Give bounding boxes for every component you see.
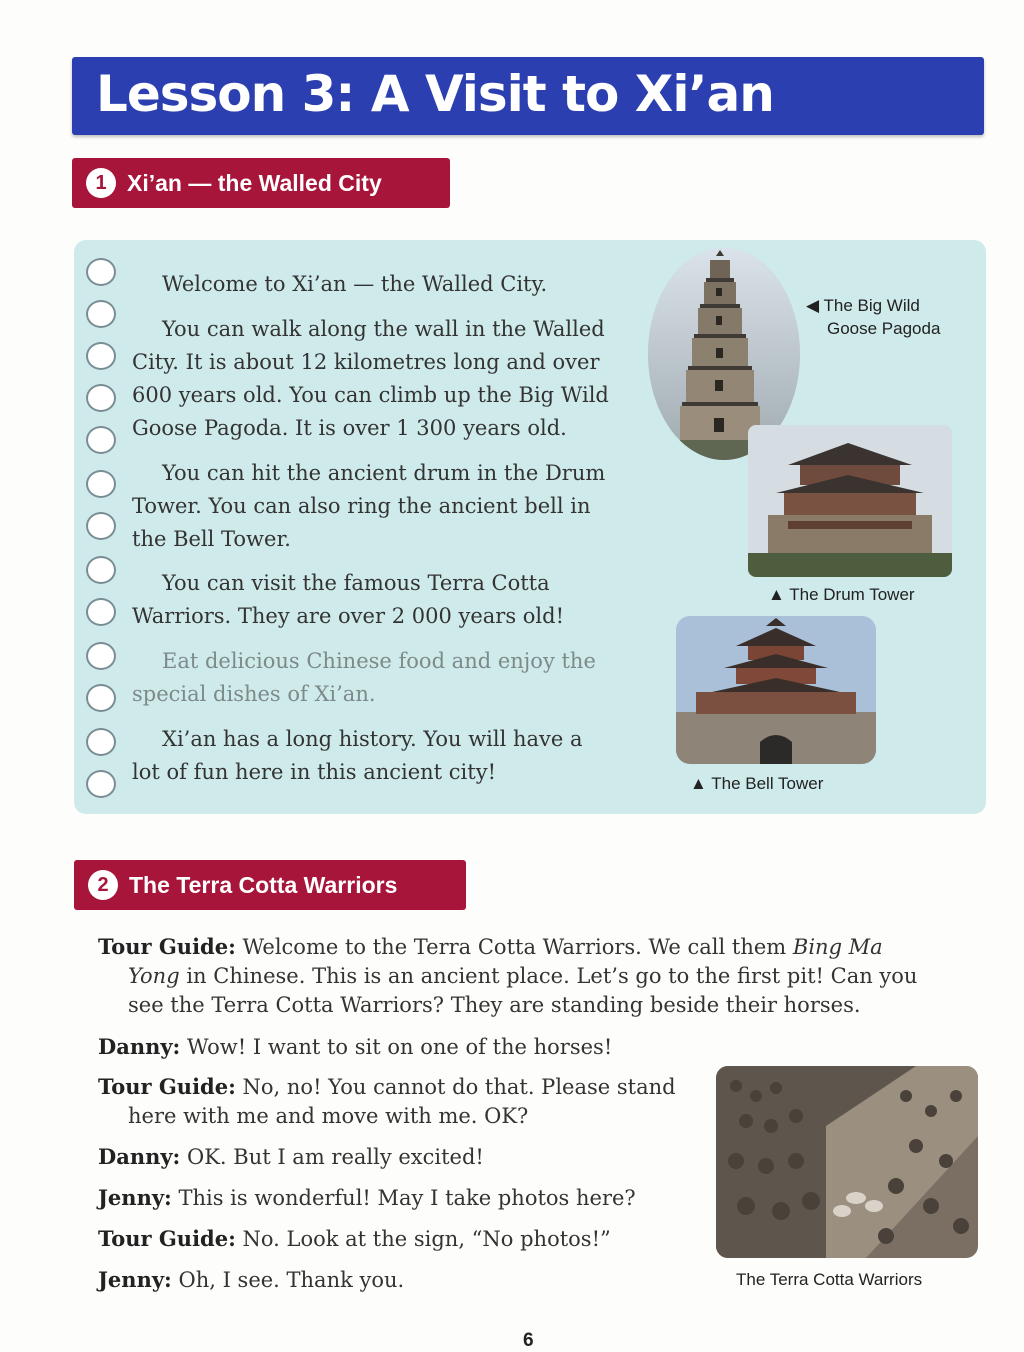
- lesson-title-bar: [72, 57, 984, 135]
- section-2-heading: [74, 860, 466, 910]
- drum-tower-caption: ▲ The Drum Tower: [768, 585, 915, 604]
- paragraph-2: [132, 313, 632, 445]
- ring-icon: [86, 384, 116, 412]
- paragraph-line: Xi’an has a long history. You will have a: [162, 727, 583, 751]
- ring-icon: [86, 728, 116, 756]
- ring-icon: [86, 300, 116, 328]
- drum-tower-photo: [748, 425, 952, 577]
- dialog-text: No, no! You cannot do that. Please stand: [242, 1075, 676, 1099]
- dialog-line-1: [98, 932, 918, 1020]
- paragraph-line: special dishes of Xi’an.: [132, 682, 376, 706]
- speaker-name: Jenny:: [98, 1267, 172, 1292]
- dialog-text: in Chinese. This is an ancient place. Let’s go to the first pit! Can you: [179, 964, 918, 988]
- dialog-line-6: [98, 1224, 698, 1254]
- dialog-text: Oh, I see. Thank you.: [178, 1268, 405, 1292]
- paragraph-5: [132, 645, 632, 711]
- pagoda-caption-line-2: Goose Pagoda: [827, 319, 941, 338]
- terra-cotta-warriors-photo: [716, 1066, 978, 1258]
- paragraph-line: City. It is about 12 kilometres long and over: [132, 350, 600, 374]
- dialog-text: Wow! I want to sit on one of the horses!: [187, 1035, 613, 1059]
- ring-icon: [86, 342, 116, 370]
- dialog-text: see the Terra Cotta Warriors? They are standing beside their horses.: [128, 993, 861, 1017]
- ring-icon: [86, 258, 116, 286]
- ring-icon: [86, 556, 116, 584]
- speaker-name: Danny:: [98, 1144, 181, 1169]
- dialog-text: here with me and move with me. OK?: [128, 1104, 529, 1128]
- ring-icon: [86, 470, 116, 498]
- speaker-name: Tour Guide:: [98, 1074, 236, 1099]
- section-1-number: 1: [86, 168, 116, 198]
- terra-cotta-caption: The Terra Cotta Warriors: [736, 1270, 923, 1289]
- dialog-text: Welcome to the Terra Cotta Warriors. We call them: [242, 935, 793, 959]
- paragraph-1: [132, 268, 632, 301]
- paragraph-line: You can visit the famous Terra Cotta: [162, 571, 550, 595]
- ring-icon: [86, 642, 116, 670]
- paragraph-line: Eat delicious Chinese food and enjoy the: [162, 649, 596, 673]
- section-1-title: Xi’an — the Walled City: [127, 169, 382, 196]
- bell-tower-photo: [676, 616, 876, 764]
- ring-icon: [86, 512, 116, 540]
- paragraph-line: the Bell Tower.: [132, 527, 291, 551]
- ring-icon: [86, 426, 116, 454]
- dialog-line-2: [98, 1032, 918, 1062]
- speaker-name: Tour Guide:: [98, 934, 236, 959]
- dialog-text: No. Look at the sign, “No photos!”: [242, 1227, 611, 1251]
- dialog-italic-text: Bing Ma: [792, 935, 883, 959]
- page-number: 6: [523, 1330, 534, 1351]
- ring-icon: [86, 684, 116, 712]
- pagoda-caption-line-1: ◀ The Big Wild: [806, 296, 920, 315]
- paragraph-line: Tower. You can also ring the ancient bell in: [132, 494, 591, 518]
- dialog-italic-text: Yong: [128, 964, 180, 988]
- paragraph-line: You can hit the ancient drum in the Drum: [162, 461, 606, 485]
- ring-icon: [86, 598, 116, 626]
- paragraph-line: Goose Pagoda. It is over 1 300 years old.: [132, 416, 567, 440]
- paragraph-line: You can walk along the wall in the Walled: [162, 317, 605, 341]
- dialog-text: This is wonderful! May I take photos here?: [178, 1186, 636, 1210]
- dialog-text: OK. But I am really excited!: [187, 1145, 484, 1169]
- paragraph-line: Warriors. They are over 2 000 years old!: [132, 604, 565, 628]
- ring-icon: [86, 770, 116, 798]
- paragraph-3: [132, 457, 632, 556]
- section-1-heading: [72, 158, 450, 208]
- paragraph-6: [132, 723, 632, 789]
- speaker-name: Jenny:: [98, 1185, 172, 1210]
- paragraph-line: lot of fun here in this ancient city!: [132, 760, 497, 784]
- bell-tower-caption: ▲ The Bell Tower: [690, 774, 824, 793]
- paragraph-4: [132, 567, 632, 633]
- dialog-line-5: [98, 1183, 698, 1213]
- dialog-text: [98, 962, 918, 991]
- dialog-line-7: [98, 1265, 698, 1295]
- speaker-name: Danny:: [98, 1034, 181, 1059]
- section-2-number: 2: [88, 870, 118, 900]
- paragraph-line: 600 years old. You can climb up the Big Wild: [132, 383, 609, 407]
- lesson-title: Lesson 3: A Visit to Xi’an: [96, 65, 774, 123]
- section-2-title: The Terra Cotta Warriors: [129, 871, 398, 898]
- dialog-line-4: [98, 1142, 698, 1172]
- paragraph-line: Welcome to Xi’an — the Walled City.: [162, 272, 548, 296]
- dialog-line-3: [98, 1072, 698, 1131]
- speaker-name: Tour Guide:: [98, 1226, 236, 1251]
